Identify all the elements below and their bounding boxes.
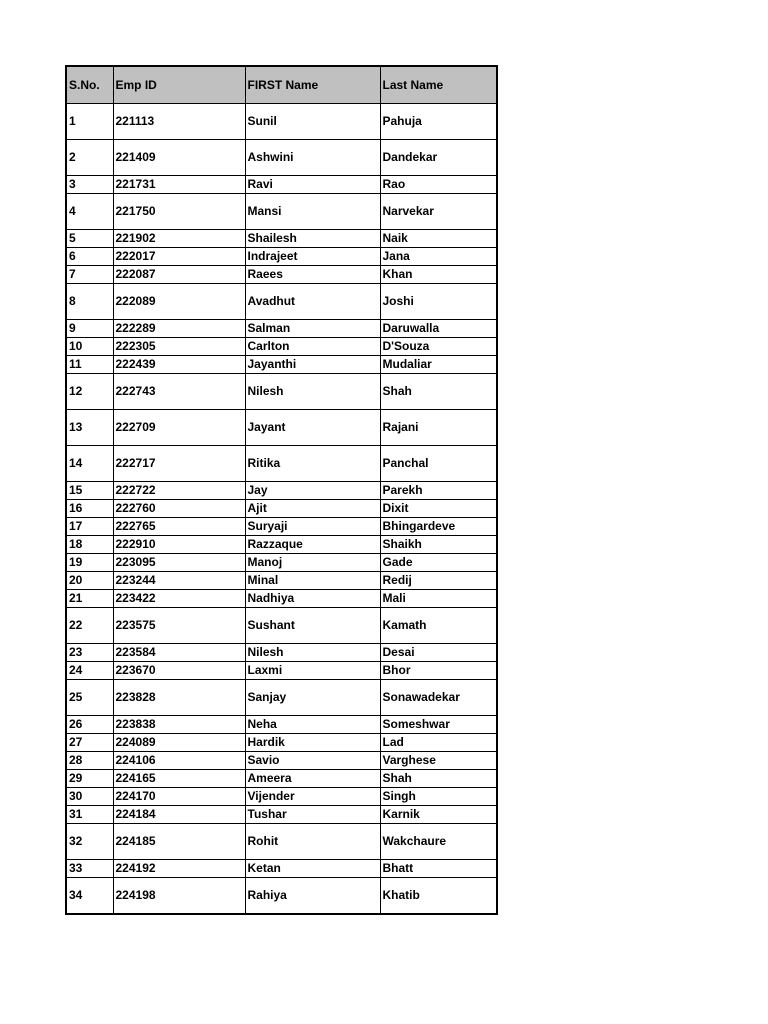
cell-sno: 8 <box>66 284 113 320</box>
cell-first-name: Sanjay <box>245 680 380 716</box>
table-row <box>66 608 497 644</box>
cell-first-name: Suryaji <box>245 518 380 536</box>
cell-last-name: Shah <box>380 770 497 788</box>
table-row <box>66 518 497 536</box>
cell-emp-id: 222089 <box>113 284 245 320</box>
cell-emp-id: 222743 <box>113 374 245 410</box>
table-row <box>66 572 497 590</box>
cell-emp-id: 221902 <box>113 230 245 248</box>
cell-sno: 29 <box>66 770 113 788</box>
header-row <box>66 66 497 104</box>
cell-sno: 12 <box>66 374 113 410</box>
table-row <box>66 410 497 446</box>
cell-first-name: Razzaque <box>245 536 380 554</box>
cell-emp-id: 224170 <box>113 788 245 806</box>
cell-last-name: Singh <box>380 788 497 806</box>
employee-table <box>65 65 498 915</box>
cell-last-name: Redij <box>380 572 497 590</box>
cell-last-name: Sonawadekar <box>380 680 497 716</box>
cell-sno: 31 <box>66 806 113 824</box>
table-row <box>66 176 497 194</box>
cell-sno: 1 <box>66 104 113 140</box>
cell-first-name: Manoj <box>245 554 380 572</box>
cell-last-name: Rao <box>380 176 497 194</box>
cell-emp-id: 223838 <box>113 716 245 734</box>
cell-first-name: Nilesh <box>245 374 380 410</box>
cell-emp-id: 223422 <box>113 590 245 608</box>
table-row <box>66 860 497 878</box>
cell-emp-id: 224184 <box>113 806 245 824</box>
cell-first-name: Jayant <box>245 410 380 446</box>
cell-emp-id: 221113 <box>113 104 245 140</box>
cell-sno: 25 <box>66 680 113 716</box>
cell-last-name: Daruwalla <box>380 320 497 338</box>
cell-last-name: Mudaliar <box>380 356 497 374</box>
cell-last-name: Someshwar <box>380 716 497 734</box>
cell-emp-id: 222765 <box>113 518 245 536</box>
cell-first-name: Mansi <box>245 194 380 230</box>
cell-last-name: Parekh <box>380 482 497 500</box>
cell-sno: 24 <box>66 662 113 680</box>
cell-last-name: Bhatt <box>380 860 497 878</box>
table-row <box>66 356 497 374</box>
cell-first-name: Minal <box>245 572 380 590</box>
header-last-name: Last Name <box>380 66 497 104</box>
table-row <box>66 500 497 518</box>
cell-emp-id: 222305 <box>113 338 245 356</box>
cell-emp-id: 223584 <box>113 644 245 662</box>
table-row <box>66 140 497 176</box>
cell-emp-id: 222717 <box>113 446 245 482</box>
cell-emp-id: 222709 <box>113 410 245 446</box>
cell-sno: 10 <box>66 338 113 356</box>
table-row <box>66 284 497 320</box>
cell-first-name: Carlton <box>245 338 380 356</box>
cell-last-name: Pahuja <box>380 104 497 140</box>
cell-first-name: Salman <box>245 320 380 338</box>
cell-last-name: Karnik <box>380 806 497 824</box>
cell-last-name: Khatib <box>380 878 497 915</box>
table-row <box>66 806 497 824</box>
cell-last-name: Kamath <box>380 608 497 644</box>
cell-first-name: Vijender <box>245 788 380 806</box>
cell-last-name: Naik <box>380 230 497 248</box>
cell-first-name: Ashwini <box>245 140 380 176</box>
cell-last-name: Bhor <box>380 662 497 680</box>
cell-emp-id: 224089 <box>113 734 245 752</box>
cell-first-name: Sunil <box>245 104 380 140</box>
cell-last-name: Lad <box>380 734 497 752</box>
cell-emp-id: 222760 <box>113 500 245 518</box>
cell-last-name: Khan <box>380 266 497 284</box>
cell-emp-id: 221731 <box>113 176 245 194</box>
cell-sno: 3 <box>66 176 113 194</box>
cell-emp-id: 224192 <box>113 860 245 878</box>
cell-emp-id: 222439 <box>113 356 245 374</box>
cell-emp-id: 223670 <box>113 662 245 680</box>
cell-sno: 6 <box>66 248 113 266</box>
cell-last-name: Gade <box>380 554 497 572</box>
table-row <box>66 446 497 482</box>
cell-sno: 15 <box>66 482 113 500</box>
cell-first-name: Jay <box>245 482 380 500</box>
table-row <box>66 644 497 662</box>
cell-last-name: Shaikh <box>380 536 497 554</box>
table-row <box>66 770 497 788</box>
cell-last-name: Rajani <box>380 410 497 446</box>
cell-emp-id: 224198 <box>113 878 245 915</box>
cell-sno: 19 <box>66 554 113 572</box>
cell-emp-id: 221409 <box>113 140 245 176</box>
cell-sno: 17 <box>66 518 113 536</box>
table-row <box>66 662 497 680</box>
cell-sno: 7 <box>66 266 113 284</box>
cell-last-name: Dixit <box>380 500 497 518</box>
table-row <box>66 266 497 284</box>
cell-first-name: Nilesh <box>245 644 380 662</box>
cell-last-name: Bhingardeve <box>380 518 497 536</box>
table-row <box>66 230 497 248</box>
cell-emp-id: 223828 <box>113 680 245 716</box>
header-first-name: FIRST Name <box>245 66 380 104</box>
cell-sno: 30 <box>66 788 113 806</box>
cell-sno: 33 <box>66 860 113 878</box>
table-row <box>66 374 497 410</box>
table-row <box>66 752 497 770</box>
table-row <box>66 734 497 752</box>
cell-emp-id: 222722 <box>113 482 245 500</box>
header-emp-id: Emp ID <box>113 66 245 104</box>
cell-first-name: Raees <box>245 266 380 284</box>
cell-last-name: Varghese <box>380 752 497 770</box>
table-row <box>66 338 497 356</box>
cell-emp-id: 224185 <box>113 824 245 860</box>
cell-sno: 4 <box>66 194 113 230</box>
cell-sno: 32 <box>66 824 113 860</box>
cell-sno: 20 <box>66 572 113 590</box>
cell-first-name: Ameera <box>245 770 380 788</box>
cell-first-name: Tushar <box>245 806 380 824</box>
cell-first-name: Neha <box>245 716 380 734</box>
cell-first-name: Savio <box>245 752 380 770</box>
cell-last-name: Shah <box>380 374 497 410</box>
cell-emp-id: 223575 <box>113 608 245 644</box>
cell-sno: 5 <box>66 230 113 248</box>
cell-first-name: Laxmi <box>245 662 380 680</box>
cell-last-name: Desai <box>380 644 497 662</box>
cell-emp-id: 222087 <box>113 266 245 284</box>
cell-emp-id: 222910 <box>113 536 245 554</box>
cell-emp-id: 222289 <box>113 320 245 338</box>
table-row <box>66 482 497 500</box>
table-row <box>66 248 497 266</box>
table-row <box>66 554 497 572</box>
cell-first-name: Ritika <box>245 446 380 482</box>
cell-last-name: Mali <box>380 590 497 608</box>
cell-emp-id: 221750 <box>113 194 245 230</box>
table-row <box>66 590 497 608</box>
cell-sno: 21 <box>66 590 113 608</box>
cell-first-name: Avadhut <box>245 284 380 320</box>
table-row <box>66 320 497 338</box>
table-row <box>66 824 497 860</box>
cell-sno: 11 <box>66 356 113 374</box>
cell-last-name: Narvekar <box>380 194 497 230</box>
table-row <box>66 716 497 734</box>
cell-sno: 28 <box>66 752 113 770</box>
cell-first-name: Nadhiya <box>245 590 380 608</box>
cell-first-name: Ajit <box>245 500 380 518</box>
cell-last-name: Jana <box>380 248 497 266</box>
cell-last-name: D'Souza <box>380 338 497 356</box>
table-row <box>66 536 497 554</box>
cell-sno: 14 <box>66 446 113 482</box>
table-row <box>66 104 497 140</box>
cell-sno: 16 <box>66 500 113 518</box>
cell-sno: 13 <box>66 410 113 446</box>
table-body <box>66 104 497 915</box>
cell-sno: 2 <box>66 140 113 176</box>
cell-emp-id: 222017 <box>113 248 245 266</box>
cell-last-name: Wakchaure <box>380 824 497 860</box>
cell-last-name: Joshi <box>380 284 497 320</box>
cell-emp-id: 224106 <box>113 752 245 770</box>
cell-sno: 23 <box>66 644 113 662</box>
cell-sno: 34 <box>66 878 113 915</box>
cell-first-name: Ravi <box>245 176 380 194</box>
cell-emp-id: 224165 <box>113 770 245 788</box>
cell-first-name: Rahiya <box>245 878 380 915</box>
cell-first-name: Rohit <box>245 824 380 860</box>
table-row <box>66 680 497 716</box>
cell-first-name: Ketan <box>245 860 380 878</box>
cell-last-name: Panchal <box>380 446 497 482</box>
cell-emp-id: 223095 <box>113 554 245 572</box>
cell-sno: 22 <box>66 608 113 644</box>
cell-first-name: Indrajeet <box>245 248 380 266</box>
table-row <box>66 194 497 230</box>
cell-first-name: Jayanthi <box>245 356 380 374</box>
cell-last-name: Dandekar <box>380 140 497 176</box>
cell-sno: 9 <box>66 320 113 338</box>
cell-sno: 27 <box>66 734 113 752</box>
cell-emp-id: 223244 <box>113 572 245 590</box>
cell-first-name: Sushant <box>245 608 380 644</box>
cell-sno: 18 <box>66 536 113 554</box>
cell-first-name: Hardik <box>245 734 380 752</box>
header-sno: S.No. <box>66 66 113 104</box>
cell-sno: 26 <box>66 716 113 734</box>
table-row <box>66 788 497 806</box>
table-row <box>66 878 497 915</box>
cell-first-name: Shailesh <box>245 230 380 248</box>
